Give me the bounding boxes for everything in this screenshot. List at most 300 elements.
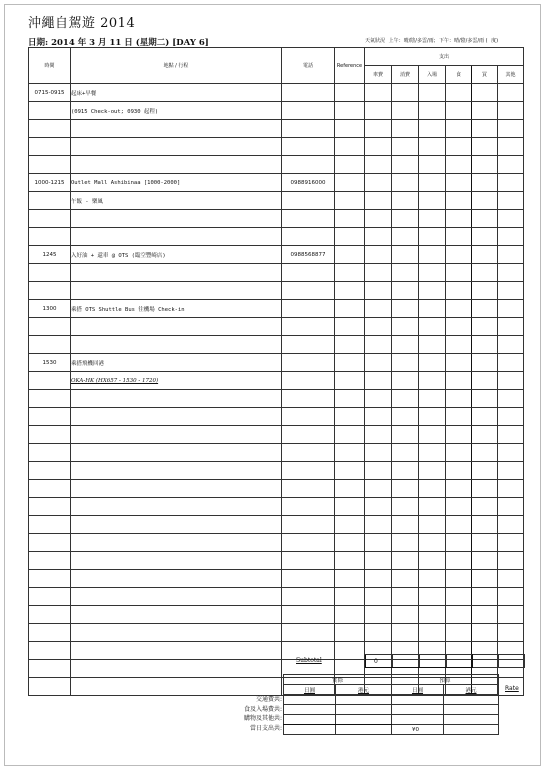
row-phone xyxy=(282,552,335,570)
row-expense-transport xyxy=(365,300,392,318)
row-place xyxy=(71,318,282,336)
summary-total-yen: ¥0 xyxy=(392,725,444,735)
summary-cell xyxy=(444,705,499,715)
table-row xyxy=(29,372,524,390)
table-row xyxy=(29,120,524,138)
summary-cell xyxy=(392,705,444,715)
row-expense-shopping xyxy=(472,138,498,156)
subtotal-cell xyxy=(393,655,420,668)
row-place xyxy=(71,156,282,174)
row-expense-consume xyxy=(392,606,419,624)
table-row xyxy=(29,228,524,246)
table-row xyxy=(29,534,524,552)
weather-pm: 下午：晴/陰/多雲/雨 ( xyxy=(438,38,488,44)
summary-labels xyxy=(200,695,282,733)
row-time xyxy=(29,444,71,462)
row-phone xyxy=(282,282,335,300)
row-time xyxy=(29,210,71,228)
summary-cell xyxy=(392,695,444,705)
row-expense-shopping xyxy=(472,624,498,642)
row-phone xyxy=(282,390,335,408)
row-expense-other xyxy=(498,84,524,102)
row-phone xyxy=(282,462,335,480)
row-expense-admission xyxy=(419,336,446,354)
row-phone xyxy=(282,102,335,120)
row-expense-other xyxy=(498,174,524,192)
row-expense-admission xyxy=(419,462,446,480)
row-expense-shopping xyxy=(472,552,498,570)
row-expense-transport xyxy=(365,228,392,246)
row-expense-food xyxy=(446,300,472,318)
row-expense-other xyxy=(498,408,524,426)
row-expense-food xyxy=(446,336,472,354)
row-time xyxy=(29,534,71,552)
summary-actual-header: 實際 xyxy=(284,675,392,685)
row-place xyxy=(71,210,282,228)
row-reference xyxy=(335,318,365,336)
header-sub-food: 食 xyxy=(446,66,472,84)
subtotal-value: 0 xyxy=(366,655,393,668)
row-expense-admission xyxy=(419,426,446,444)
row-expense-transport xyxy=(365,156,392,174)
row-expense-other xyxy=(498,588,524,606)
summary-cell xyxy=(444,695,499,705)
row-reference xyxy=(335,498,365,516)
table-row xyxy=(29,408,524,426)
subtotal-cell xyxy=(473,655,499,668)
row-expense-food xyxy=(446,174,472,192)
row-reference xyxy=(335,390,365,408)
weather-am: 上午：晴/陰/多雲/雨; xyxy=(388,38,436,44)
header-expense: 支出 xyxy=(365,48,524,66)
table-row xyxy=(29,138,524,156)
subtotal-label: Subtotal xyxy=(296,657,322,664)
row-place xyxy=(71,642,282,660)
row-expense-transport xyxy=(365,282,392,300)
row-place: 起床+早餐 xyxy=(71,84,282,102)
row-expense-food xyxy=(446,282,472,300)
row-expense-shopping xyxy=(472,318,498,336)
row-time xyxy=(29,138,71,156)
row-expense-other xyxy=(498,210,524,228)
table-row xyxy=(29,300,524,318)
row-expense-consume xyxy=(392,210,419,228)
row-place xyxy=(71,264,282,282)
row-time xyxy=(29,318,71,336)
summary-cell xyxy=(284,715,336,725)
row-expense-consume xyxy=(392,282,419,300)
row-expense-other xyxy=(498,138,524,156)
row-phone xyxy=(282,138,335,156)
row-phone xyxy=(282,408,335,426)
row-reference xyxy=(335,138,365,156)
summary-cell xyxy=(336,705,392,715)
row-expense-food xyxy=(446,480,472,498)
row-expense-transport xyxy=(365,354,392,372)
row-expense-food xyxy=(446,246,472,264)
row-expense-shopping xyxy=(472,588,498,606)
row-place xyxy=(71,138,282,156)
row-expense-consume xyxy=(392,372,419,390)
row-place xyxy=(71,498,282,516)
row-expense-consume xyxy=(392,102,419,120)
table-row xyxy=(29,156,524,174)
header-time: 時間 xyxy=(29,48,71,84)
row-phone xyxy=(282,570,335,588)
row-expense-food xyxy=(446,606,472,624)
itinerary-table xyxy=(28,47,524,696)
row-expense-admission xyxy=(419,84,446,102)
row-expense-admission xyxy=(419,624,446,642)
row-phone xyxy=(282,300,335,318)
row-expense-transport xyxy=(365,462,392,480)
row-time: 1000-1215 xyxy=(29,174,71,192)
row-place xyxy=(71,282,282,300)
row-expense-transport xyxy=(365,534,392,552)
row-time xyxy=(29,498,71,516)
row-expense-food xyxy=(446,552,472,570)
row-expense-consume xyxy=(392,120,419,138)
row-reference xyxy=(335,372,365,390)
row-expense-other xyxy=(498,192,524,210)
row-expense-shopping xyxy=(472,246,498,264)
summary-actual-hkd: 港元 xyxy=(336,685,392,695)
table-row xyxy=(29,606,524,624)
row-expense-admission xyxy=(419,318,446,336)
row-place xyxy=(71,120,282,138)
table-row xyxy=(29,570,524,588)
row-phone xyxy=(282,210,335,228)
row-phone: 0988568877 xyxy=(282,246,335,264)
row-reference xyxy=(335,462,365,480)
row-reference xyxy=(335,210,365,228)
row-expense-shopping xyxy=(472,192,498,210)
row-expense-other xyxy=(498,390,524,408)
row-reference xyxy=(335,336,365,354)
row-time xyxy=(29,588,71,606)
row-expense-food xyxy=(446,138,472,156)
row-expense-food xyxy=(446,462,472,480)
row-expense-transport xyxy=(365,444,392,462)
summary-cell xyxy=(444,715,499,725)
table-row xyxy=(29,390,524,408)
weather-label: 天氣狀況 xyxy=(365,38,386,44)
row-time xyxy=(29,462,71,480)
row-expense-shopping xyxy=(472,426,498,444)
row-expense-admission xyxy=(419,390,446,408)
header-sub-other: 其他 xyxy=(498,66,524,84)
row-expense-transport xyxy=(365,606,392,624)
row-expense-admission xyxy=(419,138,446,156)
row-expense-consume xyxy=(392,588,419,606)
row-expense-transport xyxy=(365,174,392,192)
row-expense-transport xyxy=(365,102,392,120)
row-place: 午飯 - 樂風 xyxy=(71,192,282,210)
row-expense-transport xyxy=(365,246,392,264)
row-phone xyxy=(282,354,335,372)
row-expense-admission xyxy=(419,606,446,624)
header-reference: Reference xyxy=(335,48,365,84)
row-reference xyxy=(335,246,365,264)
row-expense-shopping xyxy=(472,300,498,318)
row-expense-transport xyxy=(365,336,392,354)
row-expense-food xyxy=(446,156,472,174)
row-expense-consume xyxy=(392,516,419,534)
row-expense-admission xyxy=(419,516,446,534)
row-expense-food xyxy=(446,408,472,426)
row-expense-shopping xyxy=(472,516,498,534)
row-phone xyxy=(282,426,335,444)
row-time xyxy=(29,642,71,660)
row-expense-transport xyxy=(365,408,392,426)
weather-unit: 度) xyxy=(491,38,499,44)
row-expense-other xyxy=(498,102,524,120)
row-expense-food xyxy=(446,516,472,534)
row-expense-shopping xyxy=(472,156,498,174)
summary-label-total: 當日支出共: xyxy=(249,724,282,732)
row-expense-other xyxy=(498,300,524,318)
row-place xyxy=(71,408,282,426)
row-time xyxy=(29,516,71,534)
table-row xyxy=(29,480,524,498)
row-expense-transport xyxy=(365,588,392,606)
subtotal-cell xyxy=(447,655,473,668)
row-phone xyxy=(282,336,335,354)
row-phone xyxy=(282,444,335,462)
row-expense-consume xyxy=(392,264,419,282)
row-expense-food xyxy=(446,372,472,390)
row-expense-consume xyxy=(392,426,419,444)
row-place xyxy=(71,570,282,588)
row-expense-other xyxy=(498,246,524,264)
row-expense-consume xyxy=(392,552,419,570)
row-expense-consume xyxy=(392,174,419,192)
row-expense-other xyxy=(498,480,524,498)
row-phone xyxy=(282,372,335,390)
row-place xyxy=(71,516,282,534)
row-expense-food xyxy=(446,588,472,606)
row-expense-consume xyxy=(392,498,419,516)
row-expense-admission xyxy=(419,300,446,318)
summary-budget-yen: 日圓 xyxy=(392,685,444,695)
table-row xyxy=(29,282,524,300)
header-sub-consume: 消費 xyxy=(392,66,419,84)
row-place: Outlet Mall Ashibinaa [1000-2000] xyxy=(71,174,282,192)
row-phone xyxy=(282,624,335,642)
row-expense-consume xyxy=(392,246,419,264)
row-phone xyxy=(282,264,335,282)
row-place xyxy=(71,426,282,444)
row-phone xyxy=(282,498,335,516)
row-time xyxy=(29,606,71,624)
row-reference xyxy=(335,624,365,642)
row-time xyxy=(29,552,71,570)
summary-cell xyxy=(336,715,392,725)
row-reference xyxy=(335,534,365,552)
row-expense-consume xyxy=(392,138,419,156)
row-reference xyxy=(335,570,365,588)
row-expense-other xyxy=(498,264,524,282)
row-time xyxy=(29,192,71,210)
row-place xyxy=(71,678,282,696)
row-time xyxy=(29,282,71,300)
row-expense-transport xyxy=(365,192,392,210)
row-place xyxy=(71,552,282,570)
row-expense-consume xyxy=(392,84,419,102)
row-expense-consume xyxy=(392,408,419,426)
row-time xyxy=(29,336,71,354)
row-expense-shopping xyxy=(472,606,498,624)
table-row xyxy=(29,624,524,642)
summary-label-food: 食及入場費共: xyxy=(243,705,282,713)
row-expense-food xyxy=(446,192,472,210)
row-expense-other xyxy=(498,318,524,336)
table-row xyxy=(29,246,524,264)
row-expense-admission xyxy=(419,372,446,390)
table-row xyxy=(29,462,524,480)
row-expense-transport xyxy=(365,84,392,102)
row-reference xyxy=(335,84,365,102)
table-row xyxy=(29,192,524,210)
summary-table xyxy=(283,674,499,735)
row-time: 1245 xyxy=(29,246,71,264)
table-row xyxy=(29,588,524,606)
row-expense-other xyxy=(498,120,524,138)
row-expense-other xyxy=(498,156,524,174)
row-reference xyxy=(335,480,365,498)
summary-cell xyxy=(392,715,444,725)
row-reference xyxy=(335,282,365,300)
row-expense-shopping xyxy=(472,84,498,102)
row-place xyxy=(71,606,282,624)
row-expense-admission xyxy=(419,444,446,462)
summary-label-transport: 交通費共: xyxy=(255,696,282,703)
row-place: (0915 Check-out; 0930 起程) xyxy=(71,102,282,120)
row-place xyxy=(71,624,282,642)
row-expense-other xyxy=(498,444,524,462)
row-place xyxy=(71,336,282,354)
row-expense-shopping xyxy=(472,480,498,498)
row-reference xyxy=(335,444,365,462)
row-phone xyxy=(282,156,335,174)
row-place xyxy=(71,462,282,480)
row-expense-transport xyxy=(365,624,392,642)
row-expense-shopping xyxy=(472,462,498,480)
row-expense-consume xyxy=(392,462,419,480)
row-place xyxy=(71,444,282,462)
row-place: 乘搭飛機回港 xyxy=(71,354,282,372)
row-expense-shopping xyxy=(472,336,498,354)
summary-label-shopping: 購物及其他共: xyxy=(243,715,282,722)
subtotal-table xyxy=(365,654,525,668)
row-expense-food xyxy=(446,354,472,372)
row-time xyxy=(29,624,71,642)
row-expense-transport xyxy=(365,570,392,588)
row-time xyxy=(29,390,71,408)
row-reference xyxy=(335,516,365,534)
row-expense-transport xyxy=(365,138,392,156)
row-expense-transport xyxy=(365,426,392,444)
row-expense-admission xyxy=(419,174,446,192)
table-row xyxy=(29,336,524,354)
row-expense-admission xyxy=(419,552,446,570)
row-expense-other xyxy=(498,462,524,480)
summary-cell xyxy=(284,695,336,705)
row-expense-admission xyxy=(419,570,446,588)
table-row xyxy=(29,174,524,192)
row-reference xyxy=(335,300,365,318)
row-reference xyxy=(335,192,365,210)
row-expense-consume xyxy=(392,318,419,336)
row-expense-food xyxy=(446,534,472,552)
row-reference xyxy=(335,426,365,444)
summary-cell xyxy=(284,705,336,715)
row-time: 1300 xyxy=(29,300,71,318)
row-expense-food xyxy=(446,390,472,408)
row-place: 入好油 + 還車 @ OTS (臨空豐崎店) xyxy=(71,246,282,264)
row-expense-other xyxy=(498,228,524,246)
summary-cell xyxy=(284,725,336,735)
weather-line xyxy=(365,37,500,44)
row-reference xyxy=(335,102,365,120)
row-expense-shopping xyxy=(472,210,498,228)
row-expense-admission xyxy=(419,102,446,120)
table-row xyxy=(29,264,524,282)
row-expense-shopping xyxy=(472,372,498,390)
row-expense-other xyxy=(498,516,524,534)
row-expense-consume xyxy=(392,228,419,246)
row-expense-shopping xyxy=(472,120,498,138)
document-title: 沖繩自駕遊 2014 xyxy=(28,16,136,31)
table-row xyxy=(29,498,524,516)
row-expense-admission xyxy=(419,588,446,606)
row-expense-transport xyxy=(365,480,392,498)
row-phone xyxy=(282,534,335,552)
row-phone xyxy=(282,84,335,102)
row-expense-shopping xyxy=(472,354,498,372)
row-expense-other xyxy=(498,336,524,354)
row-time xyxy=(29,264,71,282)
row-time xyxy=(29,678,71,696)
row-expense-food xyxy=(446,102,472,120)
row-reference xyxy=(335,552,365,570)
table-row xyxy=(29,516,524,534)
row-place xyxy=(71,660,282,678)
row-expense-consume xyxy=(392,480,419,498)
row-expense-food xyxy=(446,624,472,642)
row-expense-admission xyxy=(419,120,446,138)
row-expense-other xyxy=(498,606,524,624)
row-expense-food xyxy=(446,84,472,102)
row-reference xyxy=(335,156,365,174)
subtotal-cell xyxy=(420,655,447,668)
row-expense-admission xyxy=(419,480,446,498)
row-expense-admission xyxy=(419,498,446,516)
row-expense-consume xyxy=(392,192,419,210)
row-expense-consume xyxy=(392,570,419,588)
summary-cell xyxy=(336,695,392,705)
row-expense-transport xyxy=(365,264,392,282)
header-sub-admission: 入場 xyxy=(419,66,446,84)
row-expense-food xyxy=(446,210,472,228)
row-expense-other xyxy=(498,282,524,300)
row-expense-admission xyxy=(419,264,446,282)
row-expense-shopping xyxy=(472,570,498,588)
row-expense-consume xyxy=(392,390,419,408)
row-reference xyxy=(335,228,365,246)
row-reference xyxy=(335,120,365,138)
row-expense-admission xyxy=(419,156,446,174)
